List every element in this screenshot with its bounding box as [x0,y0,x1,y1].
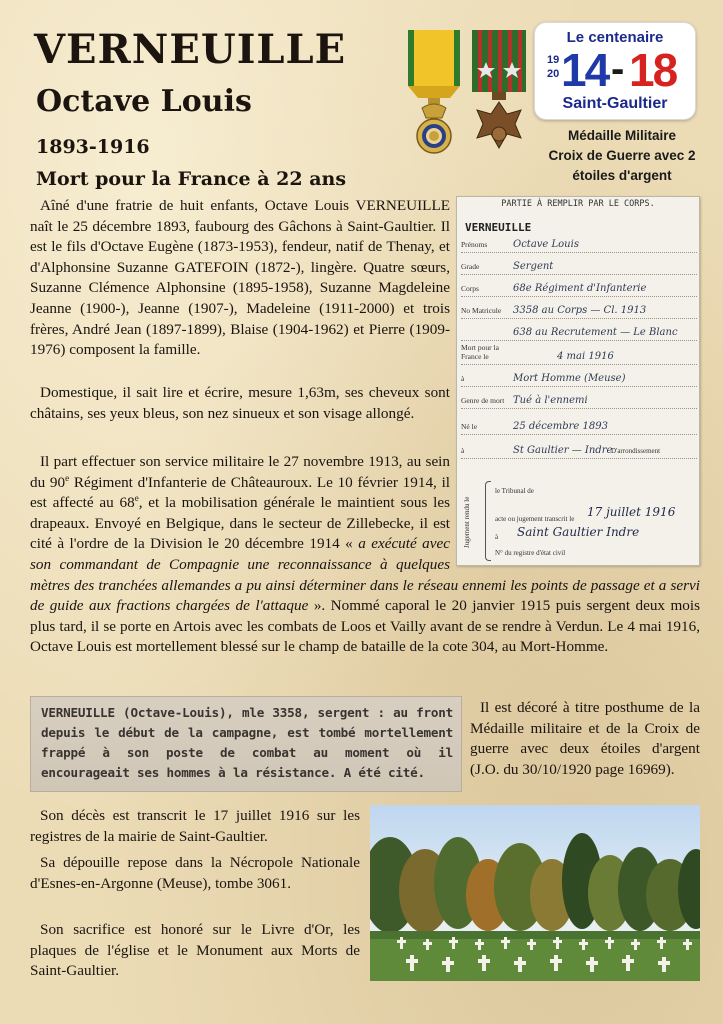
paragraph-burial [30,853,360,894]
register-row [461,437,697,459]
paragraph-decoration-text: Il est décoré à titre posthume de la Médaille militaire et de la Croix de guerre avec deux étoiles d'argent (J.O. du 30/10/1920 page 16969). [470,699,700,778]
register-side-label: Jugement rendu le [463,496,471,548]
death-subtitle: Mort pour la France à 22 ans [36,168,347,190]
p3-a-flow: Il part effectuer son service militaire le 27 novembre 1913, au sein du 90 [30,453,450,491]
paragraph-decoration [470,698,700,780]
register-row-label: Mort pour la France le [461,343,499,361]
clipping-text: VERNEUILLE (Octave-Louis), mle 3358, sergent : au front depuis le début de la campagne, est tombé mortellement frappé à son poste de combat au moment où il encourageait ses hommes à la résistance. A été cité. [41,705,453,780]
register-row-label: Grade [461,262,480,271]
badge-top-label: Le centenaire [566,29,664,46]
register-header: PARTIE À REMPLIR PAR LE CORPS. [501,199,655,209]
register-row [461,387,697,409]
badge-dash: - [611,47,625,91]
register-row-value: St Gaultier — Indre [513,445,613,456]
soldier-surname: VERNEUILLE [34,26,347,73]
newspaper-clipping [30,696,462,792]
register-row-label: Corps [461,284,479,293]
register-row [461,319,697,341]
medals-caption-line-1: Médaille Militaire [567,128,677,143]
register-row-value: Mort Homme (Meuse) [513,373,626,384]
register-small-2: acte ou jugement transcrit le [495,515,575,523]
register-row [461,365,697,387]
register-row-value: 4 mai 1916 [557,351,614,362]
paragraph-transcription [30,806,360,847]
p3-b-flow: Régiment d'Infanterie de Châteauroux. Le 10 février 1914, il est affecté au 68 [30,473,451,512]
badge-century-20: 20 [547,68,560,80]
military-register-card [456,196,700,566]
register-small-3: à [495,533,499,541]
register-transcription-place: Saint Gaultier Indre [517,525,640,539]
register-row [461,413,697,435]
register-brace [485,481,491,561]
register-row [461,253,697,275]
register-row-value: Tué à l'ennemi [513,395,588,406]
soldier-first-names: Octave Louis [36,84,252,119]
paragraph-family-text: Aîné d'une fratrie de huit enfants, Octave Louis VERNEUILLE naît le 25 décembre 1893, faubourg des Gâchons à Saint-Gaultier. Il est le fils d'Octave Eugène (1873-1953), fendeur, natif de Thenay, et d'Alphonsine Suzanne GATEFOIN (1872-), lingère. Quatre sœurs, Suzanne Clémence Alphonsine (1895-1958), Suzanne Magdeleine Jeanne (1900-), Jeanne (1907-), Madeleine (1911-2000) et trois frères, André Jean (1897-1899), Blaise (1904-1962) et Pierre (1909-1976) composent la famille. [30,197,450,359]
register-row [461,231,697,253]
register-row-label: Prénoms [461,240,488,249]
register-small-1: le Tribunal de [495,487,534,495]
badge-years [535,44,695,96]
paragraph-family [30,196,450,361]
register-row-label: No Matricule [461,306,502,315]
cemetery-photo-illustration [370,805,700,981]
medals-caption [524,126,720,186]
register-row [461,343,697,365]
croix-de-guerre-icon [472,30,526,148]
paragraph-memorial [30,920,360,982]
register-row-label: à [461,374,465,383]
register-small-4: N° du registre d'état civil [495,549,566,557]
register-row-value: 25 décembre 1893 [513,421,608,432]
paragraph-description-text: Domestique, il sait lire et écrire, mesure 1,63m, ses cheveux sont châtains, ses yeux bleus, son nez sinueux et son visage allongé. [30,384,450,422]
badge-year-end: 18 [629,44,677,96]
register-district-label: D'arrondissement [611,447,661,455]
medals-caption-line-3: étoiles d'argent [572,168,672,183]
register-transcription-date: 17 juillet 1916 [587,505,676,519]
register-row [461,275,697,297]
paragraph-memorial-text: Son sacrifice est honoré sur le Livre d'Or, les plaques de l'église et le Monument aux Morts de Saint-Gaultier. [30,921,360,980]
medals-icon [404,28,530,178]
register-row-value: 638 au Recrutement — Le Blanc [513,327,678,338]
register-row-value: Octave Louis [513,239,579,250]
register-row [461,297,697,319]
p3-sup-2-flow: e [134,493,139,504]
p3-c-flow: , et la mobilisation générale le maintient sous les drapeaux. Envoyé en Belgique, dans le secteur de Zillebecke, il est cité à l'ordre de la Division le 20 décembre 1914 « [30,494,450,553]
paragraph-description [30,383,450,424]
p3-d-flow: ». Nommé caporal le 20 janvier 1915 puis sergent deux mois plus tard, il se porte en Artois avec les combats de Loos et Vailly avant de se rendre à Verdun. Le 4 mai 1916, Octave Louis est mortellement blessé sur le champ de bataille de la cote 304, au Mort-Homme. [30,597,700,656]
badge-town: Saint-Gaultier [562,95,668,112]
centenaire-badge [534,22,696,120]
register-row-value: Sergent [513,261,554,272]
medaille-militaire-icon [408,30,460,153]
register-row-value: 68e Régiment d'Infanterie [513,283,647,294]
paragraph-burial-text: Sa dépouille repose dans la Nécropole Nationale d'Esnes-en-Argonne (Meuse), tombe 3061. [30,854,360,892]
p3-quote-flow: a exécuté avec son commandant de Compagnie une reconnaissance à quelques mètres des tranchées allemandes a pu ainsi déterminer dans le réseau ennemi les points de passage et a servi de guide aux fractions chargées de l'attaque [30,535,700,615]
register-row-value: 3358 au Corps — Cl. 1913 [513,305,647,316]
p3-sup-1-flow: e [65,472,70,483]
register-row-label: à [461,446,465,455]
badge-century-19: 19 [547,54,560,66]
cemetery-photo [370,805,700,981]
paragraph-transcription-text: Son décès est transcrit le 17 juillet 1916 sur les registres de la mairie de Saint-Gaultier. [30,807,360,845]
medals-caption-line-2: Croix de Guerre avec 2 [548,148,696,163]
register-name: VERNEUILLE [465,221,532,234]
register-row-label: Né le [461,422,478,431]
badge-year-start: 14 [561,44,609,96]
register-row-label: Genre de mort [461,396,505,405]
life-dates: 1893-1916 [36,136,150,158]
